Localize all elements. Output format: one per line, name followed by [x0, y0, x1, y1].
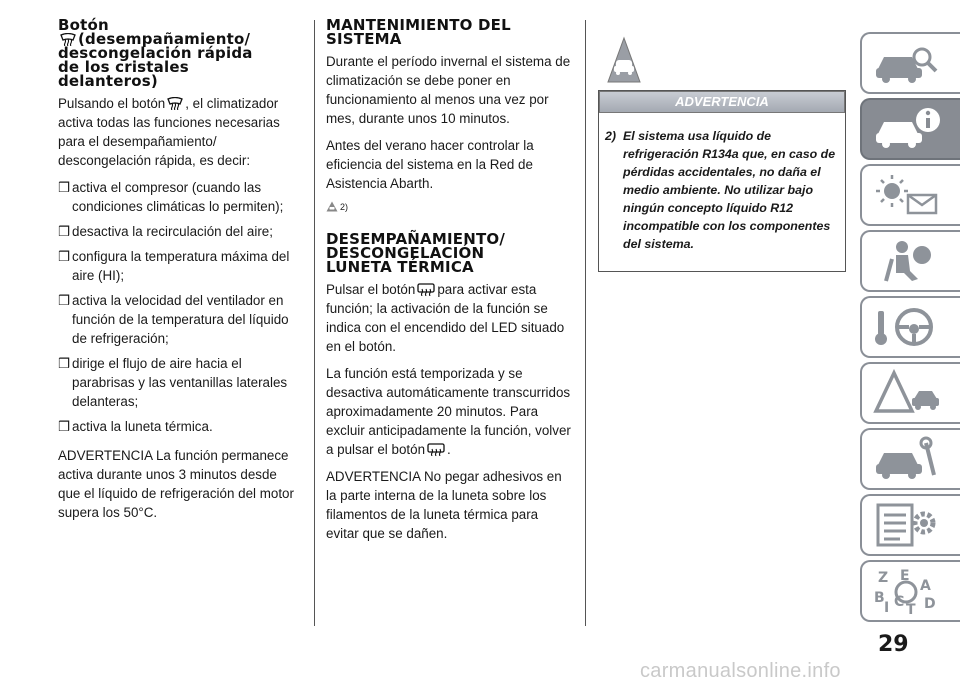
- column-divider: [314, 20, 315, 626]
- chapter-tabs: [860, 32, 960, 626]
- column-divider: [585, 20, 586, 626]
- list-item: [58, 291, 298, 348]
- list-item-text: dirige el flujo de aire hacia el parabrisas y las ventanillas laterales delanteras;: [72, 356, 288, 409]
- site-watermark: carmanualsonline.info: [640, 660, 841, 682]
- checkbox-bullet-icon: ❒: [58, 224, 71, 239]
- tab-safety[interactable]: [860, 230, 960, 292]
- tab-maintenance[interactable]: [860, 428, 960, 490]
- index-letter: C: [894, 594, 905, 610]
- section-heading-rear-defrost: [326, 232, 572, 274]
- checkbox-bullet-icon: ❒: [58, 249, 71, 264]
- heading-text: (desempañamiento/: [78, 30, 251, 48]
- list-item: [58, 354, 298, 411]
- heading-line: DESEMPAÑAMIENTO/: [326, 230, 506, 248]
- car-search-icon: [872, 39, 942, 87]
- paragraph-text: Pulsar el botón: [326, 282, 416, 297]
- column-maintenance: [326, 18, 572, 551]
- column-warning: [598, 18, 846, 272]
- index-letter: T: [906, 602, 916, 616]
- page-number: 29: [878, 632, 909, 657]
- warning-lights-message-icon: [872, 171, 942, 219]
- checkbox-bullet-icon: ❒: [58, 356, 71, 371]
- checkbox-bullet-icon: ❒: [58, 180, 71, 195]
- list-item: [58, 247, 298, 285]
- heading-line: LUNETA TÉRMICA: [326, 258, 474, 276]
- heading-line: Botón: [58, 16, 109, 34]
- maintenance-paragraph: Antes del verano hacer controlar la eficiencia del sistema en la Red de Asistencia Abarth.: [326, 138, 534, 191]
- index-letter: I: [884, 600, 890, 616]
- car-service-wrench-icon: [872, 435, 942, 483]
- list-item-text: activa la luneta térmica.: [72, 419, 213, 434]
- checkbox-bullet-icon: ❒: [58, 293, 71, 308]
- defrost-actions-list: [58, 178, 298, 436]
- maintenance-paragraph: Durante el período invernal el sistema de climatización se debe poner en funcionamiento al menos una vez por mes, durante unos 10 minutos.: [326, 54, 571, 126]
- paragraph-text: .: [447, 442, 451, 457]
- tab-technical-data[interactable]: [860, 494, 960, 556]
- paragraph-text: para activar esta función; la activación de la función se indica con el encendido del LED situado en el botón.: [326, 282, 565, 354]
- warning-triangle-small-icon: [326, 201, 338, 212]
- road-warning-car-icon: [872, 369, 942, 417]
- heading-line: DESCONGELACIÓN: [326, 244, 485, 262]
- intro-text: Pulsando el botón: [58, 96, 166, 111]
- spec-sheet-gear-icon: [872, 501, 942, 549]
- checkbox-bullet-icon: ❒: [58, 419, 71, 434]
- warning-body: [599, 113, 845, 271]
- tab-warning-lights[interactable]: [860, 164, 960, 226]
- tab-car-knowledge[interactable]: [860, 32, 960, 94]
- airbag-seat-icon: [872, 237, 942, 285]
- intro-text: , el climatizador activa todas las funciones necesarias para el desempañamiento/ descongelación rápida, es decir:: [58, 96, 280, 168]
- rear-defrost-paragraph: [326, 280, 572, 356]
- tab-emergency[interactable]: [860, 362, 960, 424]
- section-heading-front-defrost: [58, 18, 298, 88]
- list-item-text: desactiva la recirculación del aire;: [72, 224, 273, 239]
- rear-defrost-paragraph: [326, 364, 572, 459]
- advertencia-note: ADVERTENCIA No pegar adhesivos en la parte interna de la luneta sobre los filamentos de la luneta térmica para evitar que se dañen.: [326, 469, 562, 541]
- column-front-defrost: [58, 18, 298, 530]
- tab-car-info[interactable]: [860, 98, 960, 160]
- intro-paragraph: [58, 94, 298, 170]
- warning-item: [605, 127, 837, 253]
- index-letter: E: [900, 568, 910, 584]
- steering-wheel-key-icon: [872, 303, 942, 351]
- index-letter: B: [874, 590, 885, 606]
- windscreen-defrost-icon: [167, 97, 183, 110]
- warning-number: 2): [605, 129, 617, 143]
- list-item-text: activa la velocidad del ventilador en función de la temperatura del líquido de refrigeración;: [72, 293, 289, 346]
- heading-line: de los cristales: [58, 58, 189, 76]
- warning-text: El sistema usa líquido de refrigeración R134a que, en caso de pérdidas accidentales, no daña el medio ambiente. No utilizar bajo ningún concepto líquido R12 incompatible con los componentes del sistema.: [623, 129, 836, 251]
- heading-line: MANTENIMIENTO DEL: [326, 16, 511, 34]
- advertencia-note: ADVERTENCIA La función permanece activa durante unos 3 minutos desde que el líquido de refrigeración del motor supera los 50°C.: [58, 448, 294, 520]
- list-item-text: activa el compresor (cuando las condiciones climáticas lo permiten);: [72, 180, 284, 214]
- rear-window-defrost-icon: [427, 443, 445, 456]
- heading-line: descongelación rápida: [58, 44, 253, 62]
- index-letter: Z: [878, 570, 889, 586]
- warning-title: ADVERTENCIA: [599, 91, 845, 113]
- list-item: [58, 178, 298, 216]
- rear-window-defrost-icon: [417, 283, 435, 296]
- reference-number: 2): [340, 202, 349, 212]
- index-letter: D: [924, 596, 936, 612]
- section-heading-maintenance: [326, 18, 572, 46]
- heading-line: delanteros): [58, 72, 158, 90]
- tab-starting-driving[interactable]: [860, 296, 960, 358]
- alphabet-index-icon: [872, 566, 946, 616]
- heading-line: SISTEMA: [326, 30, 402, 48]
- warning-box: [598, 90, 846, 272]
- car-info-icon: [872, 104, 946, 154]
- list-item: [58, 222, 298, 241]
- tab-index[interactable]: [860, 560, 960, 622]
- warning-triangle-car-icon: [606, 36, 642, 86]
- paragraph-text: La función está temporizada y se desactiva automáticamente transcurridos aproximadamente 20 minutos. Para excluir anticipadamente la función, volver a pulsar el botón: [326, 366, 571, 457]
- list-item: [58, 417, 298, 436]
- index-letter: A: [920, 578, 931, 594]
- list-item-text: configura la temperatura máxima del aire (HI);: [72, 249, 290, 283]
- warning-reference: [326, 201, 572, 212]
